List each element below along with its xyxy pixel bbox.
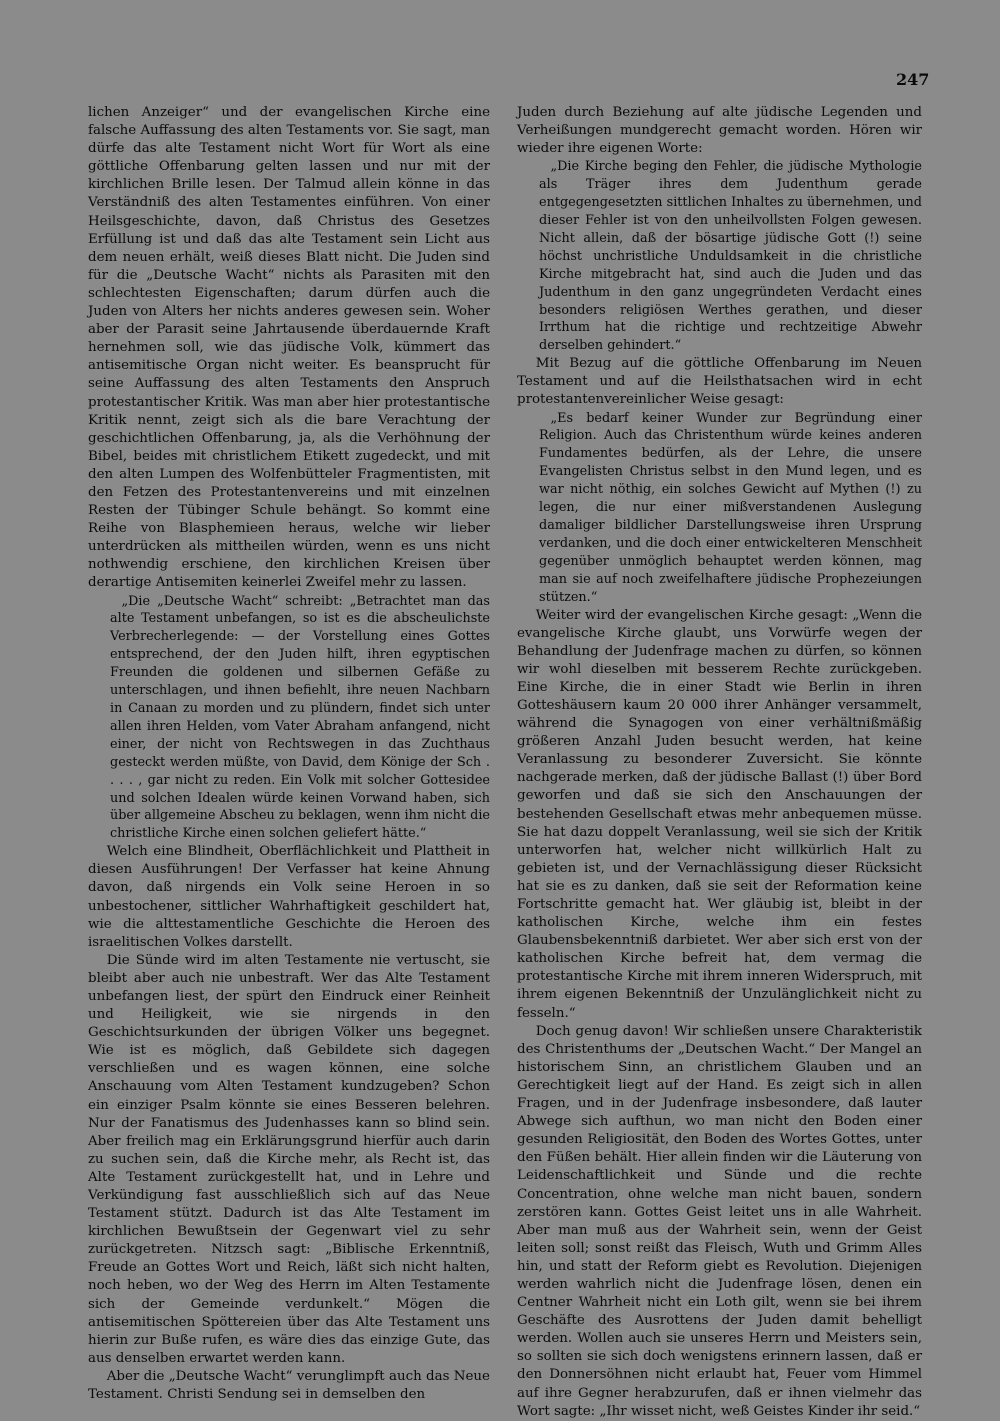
block-quote: „Die „Deutsche Wacht“ schreibt: „Betrachtet man das alte Testament unbefangen, so ist es die abscheulichste Verbrecherlegende: — der Vorstellung eines Gottes entsprechend, der den Juden hilft, ihren egyptischen Freunden die goldenen und silbernen Gefäße zu unterschlagen, und ihnen befiehlt, ihre neuen Nachbarn in Canaan zu morden und zu plündern, findet sich unter allen ihren Helden, vom Vater Abraham anfangend, nicht einer, der nicht von Rechtswegen in das Zuchthaus gesteckt werden müßte, von David, dem Könige der Sch . . . . , gar nicht zu reden. Ein Volk mit solcher Gottesidee und solchen Idealen würde keinen Vorwand haben, sich über allgemeine Abscheu zu beklagen, wenn ihm nicht die christliche Kirche einen solchen geliefert hätte.“ bbox=[110, 593, 490, 842]
left-column bbox=[88, 104, 490, 1404]
page-number: 247 bbox=[896, 70, 930, 89]
paragraph: Weiter wird der evangelischen Kirche gesagt: „Wenn die evangelische Kirche glaubt, uns Vorwürfe wegen der Behandlung der Judenfrage machen zu dürfen, so können wir wohl dieselben mit besserem Rechte zurückgeben. Eine Kirche, die in einer Stadt wie Berlin in ihren Gotteshäusern kaum 20 000 ihrer Anhänger versammelt, während die Synagogen von einer verhältnißmäßig größeren Anzahl Juden besucht werden, hat keine Veranlassung zu besonderer Zuversicht. Sie könnte nachgerade merken, daß der jüdische Ballast (!) über Bord geworfen und daß sie sich den Anschauungen der bestehenden Gesellschaft etwas mehr anbequemen müsse. Sie hat dazu doppelt Veranlassung, weil sie sich der Kritik unterworfen hat, welcher nicht willkürlich Halt zu gebieten ist, und der Vernachlässigung dieser Rücksicht hat sie es zu danken, daß sie seit der Reformation keine Fortschritte gemacht hat. Wer gläubig ist, bleibt in der katholischen Kirche, welche ihm ein festes Glaubensbekenntniß darbietet. Wer aber sich erst von der katholischen Kirche befreit hat, dem vermag die protestantische Kirche mit ihrem inneren Widerspruch, mit ihrem eigenen Bekenntniß der Unzulänglichkeit nicht zu fesseln.“ bbox=[517, 607, 922, 1021]
paragraph: Welch eine Blindheit, Oberflächlichkeit und Plattheit in diesen Ausführungen! Der Verfasser hat keine Ahnung davon, daß nirgends ein Volk seine Heroen in so unbestochener, sittlicher Wahrhaftigkeit geschildert hat, wie die alttestamentliche Geschichte die Heroen des israelitischen Volkes darstellt. bbox=[88, 844, 490, 950]
paragraph: Doch genug davon! Wir schließen unsere Charakteristik des Christenthums der „Deutschen Wacht.“ Der Mangel an historischem Sinn, an christlichem Glauben und an Gerechtigkeit liegt auf der Hand. Es zeigt sich in allen Fragen, und in der Judenfrage insbesondere, daß lauter Abwege sich aufthun, wo man nicht den Boden einer gesunden Religiosität, den Boden des Wortes Gottes, unter den Füßen behält. Hier allein finden wir die Läuterung von Leidenschaftlichkeit und Sünde und die rechte Concentration, ohne welche man nicht bauen, sondern zerstören kann. Gottes Geist leitet uns in alle Wahrheit. Aber man muß aus der Wahrheit sein, wenn der Geist leiten soll; sonst reißt das Fleisch, Wuth und Grimm Alles hin, und statt der Reform giebt es Revolution. Diejenigen werden wahrlich nicht die Judenfrage lösen, denen ein Centner Wahrheit nicht ein Loth gilt, wenn sie bei ihrem Geschäfte des Ausrottens der Juden damit behelligt werden. Wollen auch sie unseres Herrn und Meisters sein, so sollten sie sich doch wenigstens erinnern lassen, daß er den Donnersöhnen nicht erlaubt hat, Feuer vom Himmel auf ihre Gegner herabzurufen, daß er ihnen vielmehr das Wort sagte: „Ihr wisset nicht, weß Geistes Kinder ihr seid.“ bbox=[517, 1023, 922, 1419]
paragraph: lichen Anzeiger“ und der evangelischen Kirche eine falsche Auffassung des alten Testaments vor. Sie sagt, man dürfe das alte Testament nicht Wort für Wort als eine göttliche Offenbarung gelten lassen und nur mit der kirchlichen Brille lesen. Der Talmud allein könne in das Verständniß des alten Testamentes einführen. Von einer Heilsgeschichte, davon, daß Christus des Gesetzes Erfüllung ist und daß das alte Testament sein Licht aus dem neuen erhält, weiß dieses Blatt nicht. Die Juden sind für die „Deutsche Wacht“ nichts als Parasiten mit den schlechtesten Eigenschaften; darum dürfen auch die Juden von Alters her nichts anderes gewesen sein. Woher aber der Parasit seine Jahrtausende überdauernde Kraft hernehmen soll, wie das jüdische Volk, kümmert das antisemitische Organ nicht weiter. Es beansprucht für seine Auffassung des alten Testaments den Anspruch protestantischer Kritik. Was man aber hier protestantische Kritik nennt, zeigt sich als die bare Verachtung der geschichtlichen Offenbarung, ja, als die Verhöhnung der Bibel, beides mit christlichem Etikett zugedeckt, und mit den alten Lumpen des Wolfenbütteler Fragmentisten, mit den Fetzen des Protestantenvereins und mit einzelnen Resten der Tübinger Schule behängt. So kommt eine Reihe von Blasphemieen heraus, welche wir lieber unterdrücken als mittheilen würden, wenn es uns nicht nothwendig erschiene, den kirchlichen Kreisen über derartige Antisemiten keinerlei Zweifel mehr zu lassen. bbox=[88, 105, 490, 591]
right-column bbox=[517, 104, 922, 1421]
paragraph: Mit Bezug auf die göttliche Offenbarung im Neuen Testament und auf die Heilsthatsachen wird in echt protestantenvereinlicher Weise gesagt: bbox=[517, 356, 922, 408]
paragraph: Juden durch Beziehung auf alte jüdische Legenden und Verheißungen mundgerecht gemacht worden. Hören wir wieder ihre eigenen Worte: bbox=[517, 105, 922, 157]
block-quote: „Es bedarf keiner Wunder zur Begründung einer Religion. Auch das Christenthum würde keines anderen Fundamentes bedürfen, als der Lehre, die unsere Evangelisten Christus selbst in den Mund legen, und es war nicht nöthig, ein solches Gewicht auf Mythen (!) zu legen, die nur einer mißverstandenen Auslegung damaliger bildlicher Darstellungsweise ihren Ursprung verdanken, und die doch einer entwickelteren Menschheit gegenüber unmöglich behauptet werden können, mag man sie auf noch zweifelhaftere jüdische Prophezeiungen stützen.“ bbox=[539, 410, 922, 605]
block-quote: „Die Kirche beging den Fehler, die jüdische Mythologie als Träger ihres dem Judenthum gerade entgegengesetzten sittlichen Inhaltes zu übernehmen, und dieser Fehler ist von den unheilvollsten Folgen gewesen. Nicht allein, daß der bösartige jüdische Gott (!) seine höchst unchristliche Unduldsamkeit in die christliche Kirche mitgebracht hat, sind auch die Juden und das Judenthum in den ganz ungegründeten Verdacht eines besonders religiösen Werthes gerathen, und dieser Irrthum hat die richtige und rechtzeitige Abwehr derselben gehindert.“ bbox=[539, 159, 922, 354]
paragraph: Aber die „Deutsche Wacht“ verunglimpft auch das Neue Testament. Christi Sendung sei in demselben den bbox=[88, 1368, 490, 1403]
paragraph: Die Sünde wird im alten Testamente nie vertuscht, sie bleibt aber auch nie unbestraft. Wer das Alte Testament unbefangen liest, der spürt den Eindruck einer Reinheit und Heiligkeit, wie sie nirgends in den Geschichtsurkunden der übrigen Völker uns begegnet. Wie ist es möglich, daß Gebildete sich dagegen verschließen und es wagen können, eine solche Anschauung vom Alten Testament kundzugeben? Schon ein einziger Psalm könnte sie eines Besseren belehren. Nur der Fanatismus des Judenhasses kann so blind sein. Aber freilich mag ein Erklärungsgrund hierfür auch darin zu suchen sein, daß die Kirche mehr, als Recht ist, das Alte Testament zurückgestellt hat, und in Lehre und Verkündigung fast ausschließlich sich auf das Neue Testament stützt. Dadurch ist das Alte Testament im kirchlichen Bewußtsein der Gegenwart viel zu sehr zurückgetreten. Nitzsch sagt: „Biblische Erkenntniß, Freude an Gottes Wort und Reich, läßt sich nicht halten, noch heben, wo der Weg des Herrn im Alten Testamente sich der Gemeinde verdunkelt.“ Mögen die antisemitischen Spöttereien über das Alte Testament uns hierin zur Buße rufen, es wäre dies das einzige Gute, das aus denselben erwartet werden kann. bbox=[88, 952, 490, 1366]
